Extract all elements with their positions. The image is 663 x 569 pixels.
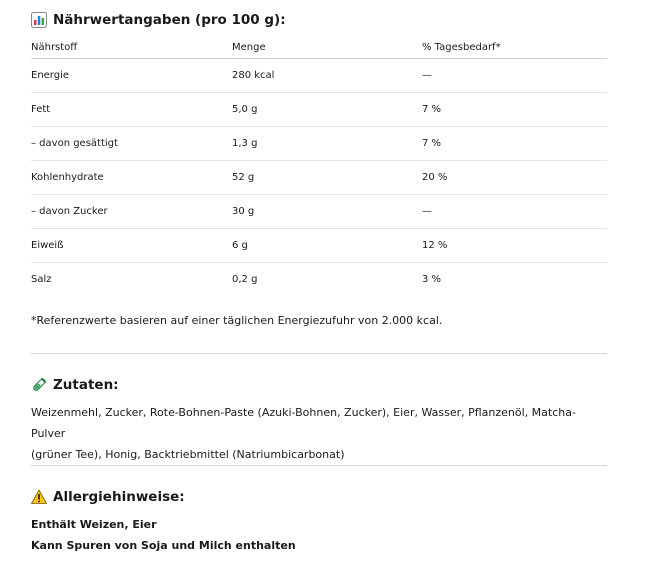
section-divider bbox=[31, 465, 607, 466]
table-row bbox=[31, 229, 607, 263]
nutrient-amount: 0,2 g bbox=[232, 274, 258, 285]
column-header: % Tagesbedarf* bbox=[422, 36, 607, 59]
nutrient-daily-value: — bbox=[422, 59, 607, 93]
bar-chart-icon bbox=[31, 12, 47, 28]
nutrient-amount: 5,0 g bbox=[232, 93, 422, 127]
nutrient-daily-value: 7 % bbox=[422, 93, 607, 127]
nutrient-daily-value: 20 % bbox=[422, 161, 607, 195]
allergen-line: Enthält Weizen, Eier bbox=[31, 518, 157, 531]
nutrient-daily-value: 3 % bbox=[422, 274, 442, 285]
table-row bbox=[31, 127, 607, 161]
nutrition-title: Nährwertangaben (pro 100 g): bbox=[53, 12, 286, 28]
nutrient-amount: 280 kcal bbox=[232, 59, 422, 93]
nutrient-amount: 6 g bbox=[232, 229, 422, 263]
test-tube-icon bbox=[31, 377, 47, 393]
nutrient-name: – davon Zucker bbox=[31, 195, 232, 229]
nutrition-heading bbox=[31, 12, 607, 28]
table-row bbox=[31, 161, 607, 195]
ingredients-text bbox=[31, 402, 607, 465]
nutrient-name: – davon gesättigt bbox=[31, 127, 232, 161]
nutrient-daily-value: — bbox=[422, 195, 607, 229]
table-row bbox=[31, 195, 607, 229]
nutrient-daily-value: 12 % bbox=[422, 229, 607, 263]
nutrient-name: Eiweiß bbox=[31, 229, 232, 263]
table-header-row bbox=[31, 36, 607, 59]
section-divider bbox=[31, 353, 607, 354]
ingredients-line: Weizenmehl, Zucker, Rote-Bohnen-Paste (Azuki-Bohnen, Zucker), Eier, Wasser, Pflanzenöl, Matcha-Pulver bbox=[31, 406, 576, 440]
nutrient-amount: 52 g bbox=[232, 161, 422, 195]
nutrient-amount: 1,3 g bbox=[232, 127, 422, 161]
nutrition-table bbox=[31, 36, 607, 296]
column-header: Menge bbox=[232, 36, 422, 59]
table-row bbox=[31, 59, 607, 93]
nutrient-daily-value: 7 % bbox=[422, 127, 607, 161]
warning-icon bbox=[31, 489, 47, 505]
allergens-heading bbox=[31, 489, 607, 505]
table-row bbox=[31, 263, 607, 297]
ingredients-title: Zutaten: bbox=[53, 377, 119, 393]
nutrient-name: Kohlenhydrate bbox=[31, 161, 232, 195]
table-row bbox=[31, 93, 607, 127]
nutrient-name: Salz bbox=[31, 274, 52, 285]
ingredients-line: (grüner Tee), Honig, Backtriebmittel (Natriumbicarbonat) bbox=[31, 448, 345, 461]
nutrient-name: Fett bbox=[31, 93, 232, 127]
allergen-line: Kann Spuren von Soja und Milch enthalten bbox=[31, 539, 296, 552]
nutrient-name: Energie bbox=[31, 59, 232, 93]
allergens-title: Allergiehinweise: bbox=[53, 489, 185, 505]
allergens-text bbox=[31, 514, 607, 556]
column-header: Nährstoff bbox=[31, 36, 232, 59]
ingredients-heading bbox=[31, 377, 607, 393]
nutrition-footnote: *Referenzwerte basieren auf einer täglichen Energiezufuhr von 2.000 kcal. bbox=[31, 314, 443, 327]
nutrient-amount: 30 g bbox=[232, 195, 422, 229]
